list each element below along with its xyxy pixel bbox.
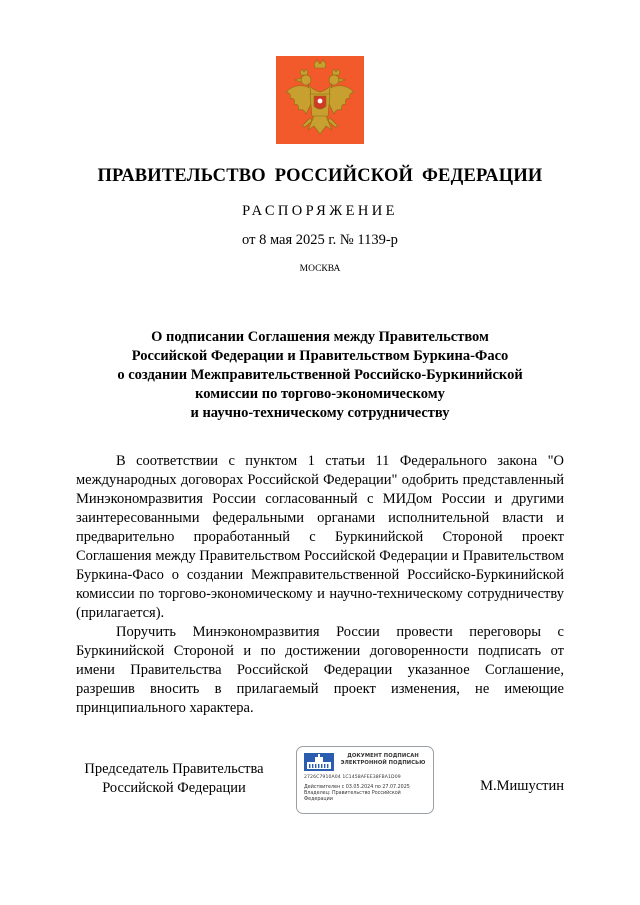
coat-of-arms-icon [276,56,364,144]
document-date-number: от 8 мая 2025 г. № 1139-р [242,232,398,248]
signatory-name: М.Мишустин [480,778,564,794]
stamp-title [337,753,429,767]
position-line: Российской Федерации [102,780,246,796]
document-body [76,452,564,718]
body-paragraph: Поручить Минэкономразвития России провести переговоры с Буркинийской Стороной и по достижении договоренности подписать от имени Правительства Российской Федерации указанное Соглашение, разрешив вносить в прилагаемый проект изменения, не имеющие принципиального характера. [76,624,564,716]
subject-line: комиссии по торгово-экономическому [195,386,445,402]
stamp-owner: Владелец: Правительство Российской Федерации [304,791,401,802]
stamp-title-line: ДОКУМЕНТ ПОДПИСАН [347,753,419,759]
signatory-position [76,760,272,798]
body-paragraph: В соответствии с пунктом 1 статьи 11 Федерального закона "О международных договорах Российской Федерации" одобрить представленный Минэкономразвития России согласованный с МИДом России и другими заинтересованными федеральными органами исполнительной власти и предварительно проработанный с Буркинийской Стороной проект Соглашения между Правительством Российской Федерации и Правительством Буркина-Фасо о создании Межправительственной Российско-Буркинийской комиссии по торгово-экономическому и научно-техническому сотрудничеству (прилагается). [76,453,564,621]
subject-line: О подписании Соглашения между Правительством [151,329,489,345]
electronic-signature-stamp [296,746,434,814]
subject-line: Российской Федерации и Правительством Буркина-Фасо [131,348,509,364]
document-city: МОСКВА [299,264,341,274]
stamp-title-line: ЭЛЕКТРОННОЙ ПОДПИСЬЮ [340,760,426,766]
subject-line: о создании Межправительственной Российско-Буркинийской [117,367,523,383]
document-subject [90,328,550,423]
government-title: ПРАВИТЕЛЬСТВО РОССИЙСКОЙ ФЕДЕРАЦИИ [97,166,543,186]
stamp-validity: Действителен с 03.05.2024 по 27.07.2025 [304,785,410,790]
stamp-certificate: 2726C7910A04 1C1458AFEE38FBA1D09 [304,775,401,780]
subject-line: и научно-техническому сотрудничеству [190,405,450,421]
government-building-icon [304,753,334,771]
double-headed-eagle-icon [280,58,360,142]
document-type: РАСПОРЯЖЕНИЕ [242,203,398,219]
position-line: Председатель Правительства [84,761,264,777]
